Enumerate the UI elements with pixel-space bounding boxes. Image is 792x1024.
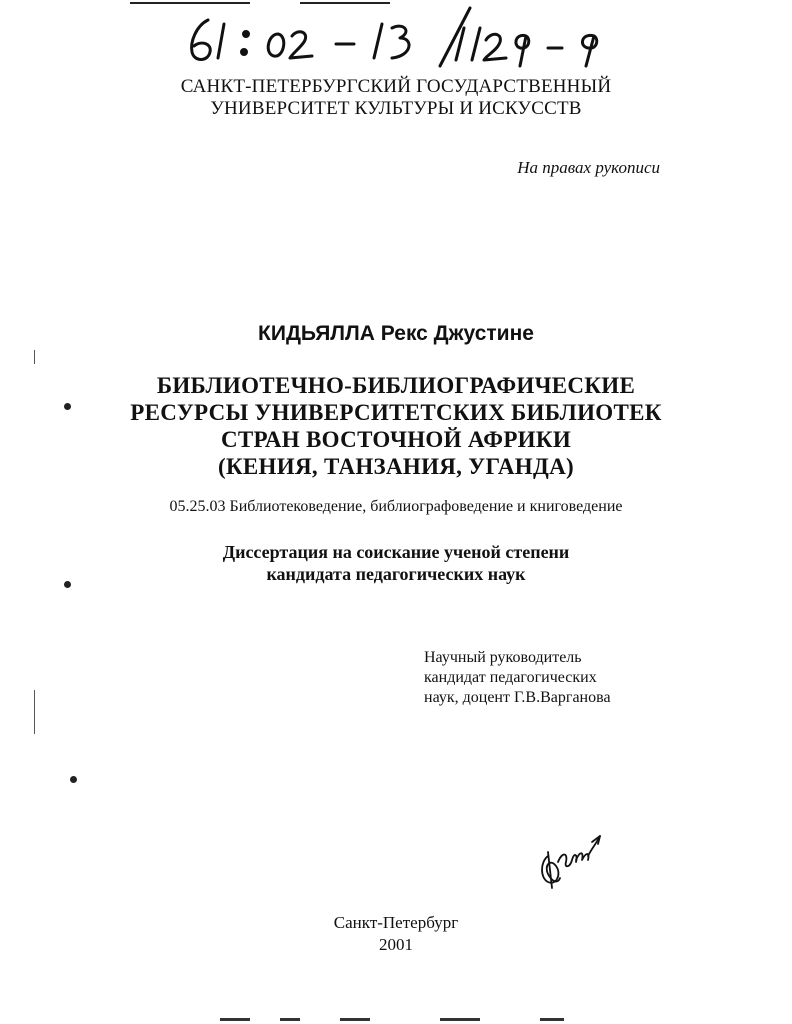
title-line-1: БИБЛИОТЕЧНО-БИБЛИОГРАФИЧЕСКИЕ: [156, 373, 636, 398]
advisor-line-2: кандидат педагогических: [424, 669, 597, 686]
city: Санкт-Петербург: [333, 913, 459, 932]
title-line-3: СТРАН ВОСТОЧНОЙ АФРИКИ: [220, 427, 572, 452]
university-line-1: САНКТ-ПЕТЕРБУРГСКИЙ ГОСУДАРСТВЕННЫЙ: [180, 76, 612, 97]
degree-line-2: кандидата педагогических наук: [266, 564, 526, 584]
advisor-line-1: Научный руководитель: [424, 649, 582, 666]
manuscript-note: На правах рукописи: [517, 158, 660, 177]
university-name: [0, 76, 792, 120]
binder-hole-dot: [70, 776, 77, 783]
specialty-code: 05.25.03 Библиотековедение, библиографоведение и книговедение: [169, 498, 623, 515]
author-name: КИДЬЯЛЛА Рекс Джустине: [258, 322, 534, 345]
year: 2001: [379, 935, 413, 954]
scan-artifact-line: [130, 2, 250, 4]
binder-hole-dot: [64, 403, 71, 410]
university-line-2: УНИВЕРСИТЕТ КУЛЬТУРЫ И ИСКУССТВ: [210, 98, 582, 119]
scan-artifact-bottom: [220, 1018, 600, 1022]
scientific-advisor: [424, 648, 724, 708]
title-line-2: РЕСУРСЫ УНИВЕРСИТЕТСКИХ БИБЛИОТЕК: [130, 400, 662, 425]
handwritten-signature: [534, 822, 606, 892]
degree-line-1: Диссертация на соискание ученой степени: [222, 542, 570, 562]
binder-hole-dot: [64, 581, 71, 588]
place-and-year: [0, 912, 792, 956]
title-line-4: (КЕНИЯ, ТАНЗАНИЯ, УГАНДА): [217, 454, 574, 479]
degree-statement: [0, 541, 792, 585]
handwritten-archive-code: [178, 6, 638, 70]
margin-scan-line: [34, 350, 35, 364]
advisor-line-3: наук, доцент Г.В.Варганова: [424, 689, 611, 706]
margin-scan-line: [34, 690, 35, 734]
dissertation-title: [0, 372, 792, 480]
scan-artifact-line: [300, 2, 390, 4]
